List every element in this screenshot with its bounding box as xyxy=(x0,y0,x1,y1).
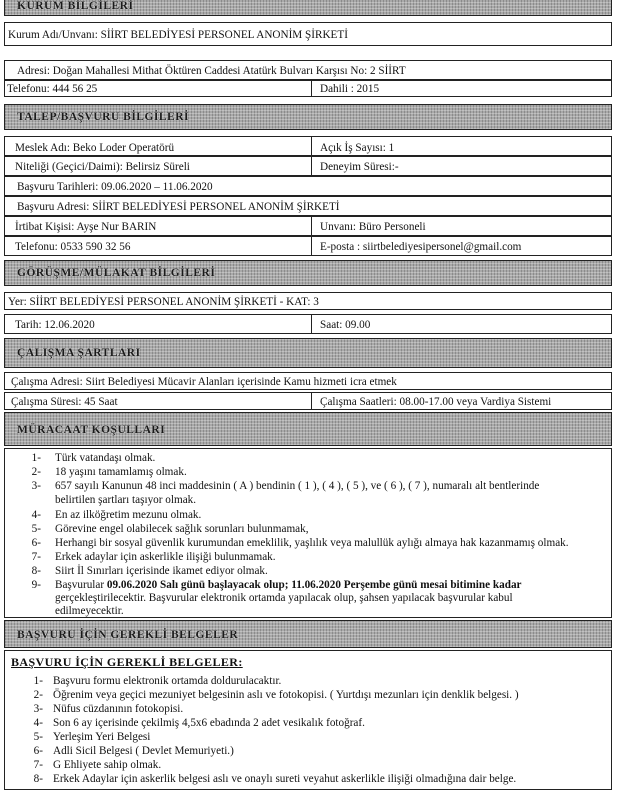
talep-nitelik-row xyxy=(4,156,612,176)
talep-tarih-row xyxy=(4,176,612,196)
list-item: 5- Görevine engel olabilecek sağlık sorunları bulunmamak, xyxy=(31,523,309,535)
list-item: 7- G Ehliyete sahip olmak. xyxy=(33,759,162,771)
list-item: edilmeyecektir. xyxy=(55,605,124,617)
list-item: 3- Nüfus cüzdanının fotokopisi. xyxy=(33,703,184,715)
list-item: belirtilen şartları taşıyor olmak. xyxy=(55,494,197,506)
talep-unvan: Unvanı: Büro Personeli xyxy=(320,221,426,233)
kurum-telefon-row xyxy=(4,80,612,97)
kurum-adres: Adresi: Doğan Mahallesi Mithat Öktüren Caddesi Atatürk Bulvarı Karşısı No: 2 SİİRT xyxy=(17,65,406,77)
list-item: 1- Türk vatandaşı olmak. xyxy=(31,452,156,464)
list-item: 6- Adli Sicil Belgesi ( Devlet Memuriyeti.) xyxy=(33,745,234,757)
muracaat-list xyxy=(4,448,612,618)
list-item: 4- Son 6 ay içerisinde çekilmiş 4,5x6 ebadında 2 adet vesikalık fotoğraf. xyxy=(33,717,365,729)
kurum-dahili: Dahili : 2015 xyxy=(320,83,380,95)
gorusme-yer: Yer: SİİRT BELEDİYESİ PERSONEL ANONİM ŞİRKETİ - KAT: 3 xyxy=(8,296,319,308)
talep-adres: Başvuru Adresi: SİİRT BELEDİYESİ PERSONEL ANONİM ŞİRKETİ xyxy=(17,201,340,213)
talep-nitelik: Niteliği (Geçici/Daimi): Belirsiz Süreli xyxy=(15,161,190,173)
section-title: KURUM BİLGİLERİ xyxy=(17,0,134,12)
list-item: gerçekleştirilecektir. Başvurular elektronik ortamda yapılacak olup, şahsen yapılacak başvurular kabul xyxy=(55,592,513,604)
talep-adres-row xyxy=(4,196,612,216)
calisma-sure: Çalışma Süresi: 45 Saat xyxy=(11,396,118,408)
talep-telefon-row xyxy=(4,236,612,256)
list-item: 6- Herhangi bir sosyal güvenlik kurumundan emeklilik, yaşlılık veya malullük aylığı almaya hak kazanmamış olmak. xyxy=(31,537,569,549)
section-title: ÇALIŞMA ŞARTLARI xyxy=(17,347,141,359)
list-item: 7- Erkek adaylar için askerlikle ilişiği bulunmamak. xyxy=(31,551,276,563)
gorusme-yer-row xyxy=(4,292,612,310)
list-item: 9- Başvurular 09.06.2020 Salı günü başlayacak olup; 11.06.2020 Perşembe günü mesai bitimine kadar xyxy=(31,579,522,591)
list-item: 4- En az ilköğretim mezunu olmak. xyxy=(31,509,202,521)
gorusme-saat: Saat: 09.00 xyxy=(320,319,371,331)
section-header-muracaat xyxy=(4,412,612,446)
section-title: MÜRACAAT KOŞULLARI xyxy=(17,424,166,436)
talep-tarih: Başvuru Tarihleri: 09.06.2020 – 11.06.2020 xyxy=(17,181,213,193)
gorusme-tarih-row xyxy=(4,314,612,334)
list-item: 2- 18 yaşını tamamlamış olmak. xyxy=(31,466,187,478)
calisma-adres-row xyxy=(4,372,612,390)
talep-irtibat-row xyxy=(4,216,612,236)
gorusme-tarih: Tarih: 12.06.2020 xyxy=(15,319,95,331)
section-header-belgeler xyxy=(4,620,612,648)
kurum-unvan-row xyxy=(4,22,612,46)
calisma-saatler: Çalışma Saatleri: 08.00-17.00 veya Vardiya Sistemi xyxy=(320,396,552,408)
talep-eposta: E-posta : siirtbelediyesipersonel@gmail.com xyxy=(320,241,522,253)
list-item: 8- Siirt İl Sınırları içerisinde ikamet ediyor olmak. xyxy=(31,565,268,577)
list-item: 1- Başvuru formu elektronik ortamda doldurulacaktır. xyxy=(33,675,282,687)
section-title: TALEP/BAŞVURU BİLGİLERİ xyxy=(17,111,190,123)
section-header-kurum xyxy=(4,0,612,16)
kurum-unvan: Kurum Adı/Unvanı: SİİRT BELEDİYESİ PERSONEL ANONİM ŞİRKETİ xyxy=(8,29,348,41)
calisma-sure-row xyxy=(4,392,612,410)
belgeler-subtitle: BAŞVURU İÇİN GEREKLİ BELGELER: xyxy=(11,655,243,669)
talep-acik-is: Açık İş Sayısı: 1 xyxy=(320,142,395,154)
talep-deneyim: Deneyim Süresi:- xyxy=(320,161,399,173)
section-header-calisma xyxy=(4,338,612,368)
list-item: 2- Öğrenim veya geçici mezuniyet belgesinin aslı ve fotokopisi. ( Yurtdışı mezunları için denklik belgesi. ) xyxy=(33,689,519,701)
talep-irtibat: İrtibat Kişisi: Ayşe Nur BARIN xyxy=(15,221,157,233)
talep-meslek: Meslek Adı: Beko Loder Operatörü xyxy=(15,142,175,154)
kurum-telefon: Telefonu: 444 56 25 xyxy=(7,83,98,95)
section-title: BAŞVURU İÇİN GEREKLİ BELGELER xyxy=(17,629,239,641)
talep-telefon: Telefonu: 0533 590 32 56 xyxy=(15,241,131,253)
calisma-adres: Çalışma Adresi: Siirt Belediyesi Mücavir Alanları içerisinde Kamu hizmeti icra etmek xyxy=(11,376,397,388)
list-item: 3- 657 sayılı Kanunun 48 inci maddesinin ( A ) bendinin ( 1 ), ( 4 ), ( 5 ), ve ( 6 ), ( 7 ), numaralı alt bentlerinde xyxy=(31,480,540,492)
section-header-gorusme xyxy=(4,260,612,286)
talep-meslek-row xyxy=(4,136,612,156)
section-title: GÖRÜŞME/MÜLAKAT BİLGİLERİ xyxy=(17,267,216,279)
section-header-talep xyxy=(4,104,612,130)
belgeler-list xyxy=(4,650,612,790)
list-item: 5- Yerleşim Yeri Belgesi xyxy=(33,731,151,743)
list-item: 8- Erkek Adaylar için askerlik belgesi aslı ve onaylı sureti veyahut askerlikle ilişiği olmadığına dair belge. xyxy=(33,773,517,785)
kurum-adres-row xyxy=(4,60,612,80)
